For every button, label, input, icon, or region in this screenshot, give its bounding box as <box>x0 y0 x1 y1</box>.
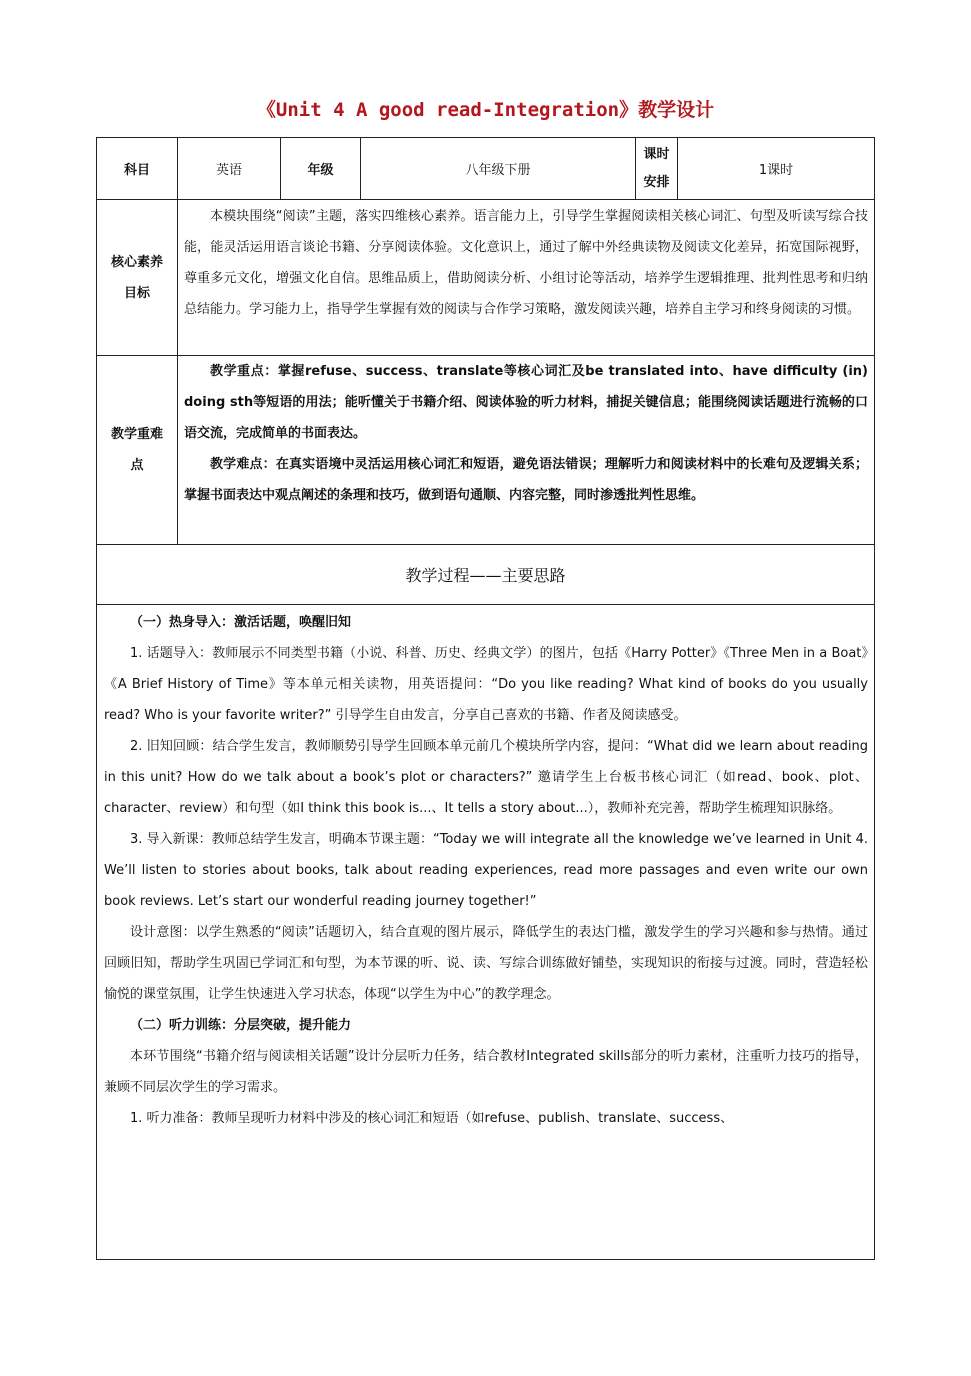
subject-value: 英语 <box>178 138 281 200</box>
hours-label-line-1: 课时 <box>643 146 670 162</box>
document-title: 《Unit 4 A good read-Integration》教学设计 <box>256 99 715 121</box>
section-2-step-1: 1. 听力准备：教师呈现听力材料中涉及的核心词汇和短语（如refuse、publish、translate、success、 <box>130 1111 734 1126</box>
hours-label <box>636 138 678 200</box>
core-competency-cell <box>178 200 875 356</box>
key-points-row <box>97 356 875 545</box>
core-competency-text: 本模块围绕“阅读”主题，落实四维核心素养。语言能力上，引导学生掌握阅读相关核心词汇、句型及听读写综合技能，能灵活运用语言谈论书籍、分享阅读体验。文化意识上，通过了解中外经典读物及阅读文化差异，拓宽国际视野，尊重多元文化，增强文化自信。思维品质上，借助阅读分析、小组讨论等活动，培养学生逻辑推理、批判性思考和归纳总结能力。学习能力上，指导学生掌握有效的阅读与合作学习策略，激发阅读兴趣，培养自主学习和终身阅读的习惯。 <box>184 209 868 317</box>
section-1-step-2: 2. 旧知回顾：结合学生发言，教师顺势引导学生回顾本单元前几个模块所学内容，提问：“What did we learn about reading in this unit? How do we talk about a book’s plot or characters?” 邀请学生上台板书核心词汇（如read、book、plot、character、review）和句型（如I think this book is...、It tells a story about...），教师补充完善，帮助学生梳理知识脉络。 <box>104 739 868 816</box>
key-points-label <box>97 356 178 545</box>
grade-value: 八年级下册 <box>361 138 636 200</box>
hours-value: 1课时 <box>678 138 875 200</box>
process-heading: 教学过程——主要思路 <box>97 545 875 605</box>
section-1-step-1: 1. 话题导入：教师展示不同类型书籍（小说、科普、历史、经典文学）的图片，包括《Harry Potter》《Three Men in a Boat》《A Brief History of Time》等本单元相关读物，用英语提问：“Do you like reading? What kind of books do you usually read? Who is your favorite writer?” 引导学生自由发言，分享自己喜欢的书籍、作者及阅读感受。 <box>104 646 868 723</box>
teaching-focus-text: 教学重点：掌握refuse、success、translate等核心词汇及be translated into、have difficulty (in) doing sth等短语的用法；能听懂关于书籍介绍、阅读体验的听力材料，捕捉关键信息；能围绕阅读话题进行流畅的口语交流，完成简单的书面表达。 <box>184 364 868 441</box>
section-1-step-3: 3. 导入新课：教师总结学生发言，明确本节课主题：“Today we will integrate all the knowledge we’ve learned in Unit 4. We’ll listen to stories about books, talk about reading experiences, read more passages and even write our own book reviews. Let’s start our wonderful reading journey together!” <box>104 832 868 909</box>
key-label-line-1: 教学重难 <box>110 427 163 442</box>
core-label-line-2: 目标 <box>123 285 150 301</box>
hours-label-line-2: 安排 <box>643 174 670 190</box>
section-1-title: （一）热身导入：激活话题，唤醒旧知 <box>130 615 352 630</box>
section-2-title: （二）听力训练：分层突破，提升能力 <box>130 1018 352 1033</box>
process-content-row <box>97 605 875 1260</box>
section-2-intro: 本环节围绕“书籍介绍与阅读相关话题”设计分层听力任务，结合教材Integrated skills部分的听力素材，注重听力技巧的指导，兼顾不同层次学生的学习需求。 <box>104 1049 868 1095</box>
info-row <box>97 138 875 200</box>
teaching-difficulty-text: 教学难点：在真实语境中灵活运用核心词汇和短语，避免语法错误；理解听力和阅读材料中的长难句及逻辑关系；掌握书面表达中观点阐述的条理和技巧，做到语句通顺、内容完整，同时渗透批判性思维。 <box>184 457 868 503</box>
process-heading-row <box>97 545 875 605</box>
core-competency-row <box>97 200 875 356</box>
process-content <box>97 605 875 1260</box>
key-label-line-2: 点 <box>130 458 144 473</box>
key-points-cell <box>178 356 875 545</box>
lesson-plan-table <box>96 137 875 1260</box>
subject-label: 科目 <box>97 138 178 200</box>
grade-label: 年级 <box>281 138 361 200</box>
core-label-line-1: 核心素养 <box>110 254 163 270</box>
section-1-design-intent: 设计意图：以学生熟悉的“阅读”话题切入，结合直观的图片展示，降低学生的表达门槛，激发学生的学习兴趣和参与热情。通过回顾旧知，帮助学生巩固已学词汇和句型，为本节课的听、说、读、写综合训练做好铺垫，实现知识的衔接与过渡。同时，营造轻松愉悦的课堂氛围，让学生快速进入学习状态，体现“以学生为中心”的教学理念。 <box>104 925 868 1002</box>
core-competency-label <box>97 200 178 356</box>
